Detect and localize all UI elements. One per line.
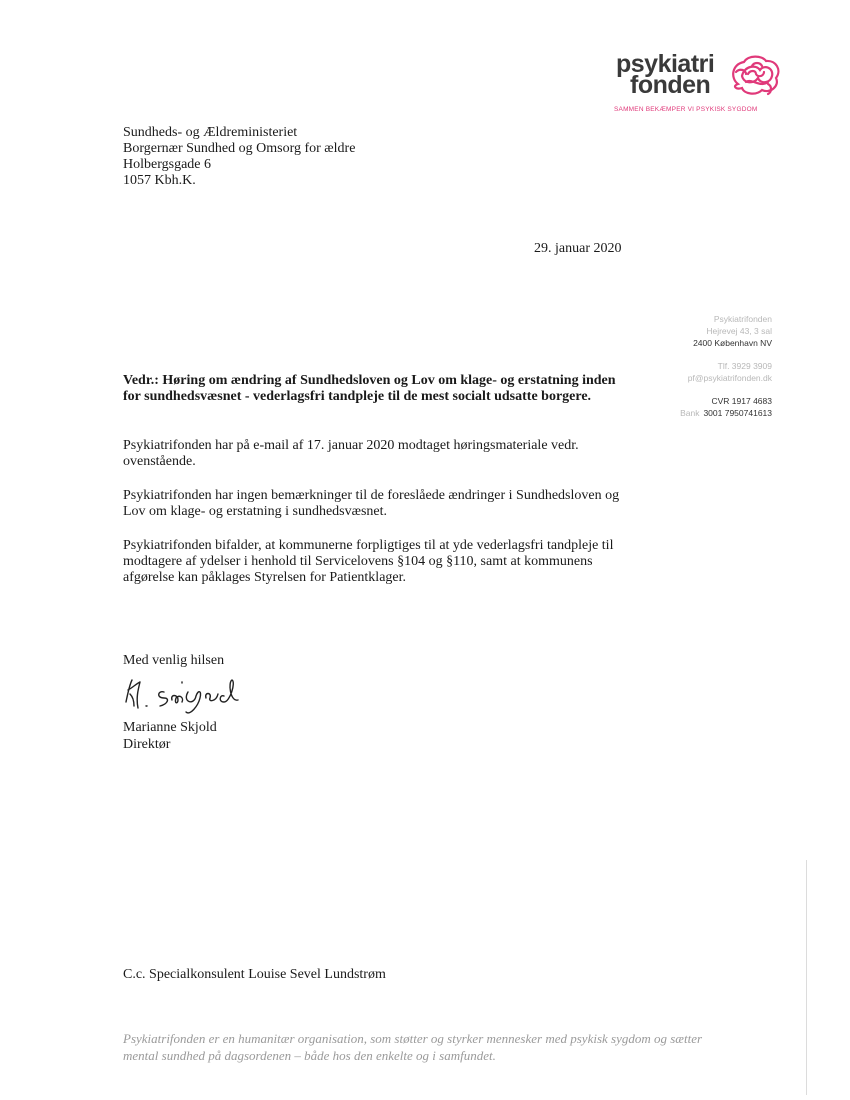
sender-info xyxy=(640,313,772,419)
logo-tagline: SAMMEN BEKÆMPER VI PSYKISK SYGDOM xyxy=(614,106,758,113)
signer-name: Marianne Skjold xyxy=(123,720,217,735)
brain-scribble-icon xyxy=(728,54,782,98)
recipient-line: Borgernær Sundhed og Omsorg for ældre xyxy=(123,141,356,156)
logo-wordmark-line2: fonden xyxy=(630,71,711,99)
bank-value: 3001 7950741613 xyxy=(703,408,772,418)
letter-date: 29. januar 2020 xyxy=(534,241,622,256)
cc-line: C.c. Specialkonsulent Louise Sevel Lundstrøm xyxy=(123,967,386,982)
handwritten-signature xyxy=(120,672,250,720)
signer-title: Direktør xyxy=(123,737,171,752)
body-paragraph: Psykiatrifonden har ingen bemærkninger til de foreslåede ændringer i Sundhedsloven og Lov om klage- og erstatning i sundhedsvæsnet. xyxy=(123,488,620,519)
letter-subject: Vedr.: Høring om ændring af Sundhedsloven og Lov om klage- og erstatning inden for sundhedsvæsnet - vederlagsfri tandpleje til de mest socialt udsatte borgere. xyxy=(123,373,616,404)
sender-street: Hejrevej 43, 3 sal xyxy=(706,326,772,336)
sender-bank xyxy=(640,407,772,419)
recipient-address xyxy=(123,125,355,189)
sender-phone: Tlf. 3929 3909 xyxy=(717,361,772,371)
logo-wordmark-line1: psykiatri xyxy=(616,50,715,78)
page-edge-divider xyxy=(806,860,807,1095)
recipient-line: Holbergsgade 6 xyxy=(123,157,211,172)
body-paragraph: Psykiatrifonden har på e-mail af 17. januar 2020 modtaget høringsmateriale vedr. ovenstående. xyxy=(123,438,579,469)
footer-mission-statement: Psykiatrifonden er en humanitær organisation, som støtter og styrker mennesker med psykisk sygdom og sætter mental sundhed på dagsordenen – både hos den enkelte og i samfundet. xyxy=(123,1031,703,1063)
closing-salutation: Med venlig hilsen xyxy=(123,653,225,668)
sender-email: pf@psykiatrifonden.dk xyxy=(687,373,772,383)
recipient-line: Sundheds- og Ældreministeriet xyxy=(123,125,298,140)
sender-cvr: CVR 1917 4683 xyxy=(711,396,772,406)
sender-name: Psykiatrifonden xyxy=(713,314,772,324)
body-paragraph: Psykiatrifonden bifalder, at kommunerne forpligtiges til at yde vederlagsfri tandpleje til modtagere af ydelser i henhold til Servicelovens §104 og §110, samt at kommunens afgørelse kan påklages Styrelsen for Patientklager. xyxy=(123,538,614,585)
recipient-line: 1057 Kbh.K. xyxy=(123,173,196,188)
sender-city: 2400 København NV xyxy=(693,338,772,348)
psykiatrifonden-logo xyxy=(612,50,788,120)
bank-label: Bank xyxy=(680,408,700,418)
